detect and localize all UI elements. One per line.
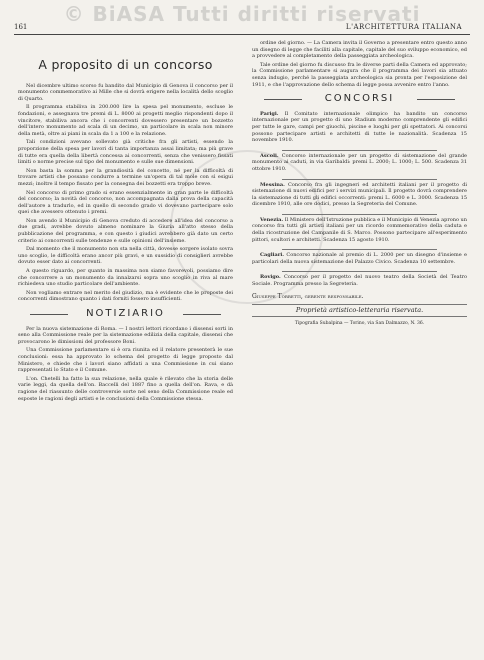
- entry-text: Concorso fra gli ingegneri ed architetti italiani per il progetto di sistemazione di nuovi edifici per i servizi municipali. Il progetto dovrà comprendere la sistemazione di tutti gli edifici occorrenti: premi L. 6000 e L. 3000. Scadenza 15 dicembre 1910, alle ore dodici, presso la Segreteria del Comune.: [252, 181, 467, 208]
- entry-text: Concorso internazionale per un progetto di sistemazione del grande monumento ai caduti, in via Garibaldi: premi L. 2000; L. 1000; L. 500. Scadenza 31 ottobre 1910.: [252, 152, 467, 172]
- running-header: [14, 22, 470, 35]
- paragraph: Non vogliamo entrare nel merito del giudizio, ma è evidente che le proposte dei concorrenti dimostrano quanto i dati forniti fossero insufficienti.: [18, 289, 233, 303]
- paragraph: Tali condizioni avevano sollevato già critiche fra gli artisti, essendo la proporzione della spesa per lavori di tanta importanza assai limitata; ma più grave di tutte era quella della libertà concessa ai concorrenti, senza che venissero fissati limiti o norme precise sul tipo del monumento e sulle sue dimensioni.: [18, 139, 233, 166]
- paragraph: Nel concorso di primo grado si erano essenzialmente in gran parte le difficoltà del concorso; la novità del concorso, non accompagnata dalla prova della capacità dell'autore a tradurlo, ed in quello di secondo grado vi dovevano partecipare solo quei che avessero ottenuto i premi.: [18, 189, 233, 216]
- divider: [282, 249, 437, 250]
- news-item: L'on. Chetelli ha fatto la sua relazione, nella quale è rilevato che la storia delle varie leggi, da quella dell'on. Baccelli del 1887 fino a quella dell'on. Rava, e dà ragione del riassunto delle controversie sorte nel seno della Commissione reale ed esposte le ragioni degli artisti e le conclusioni della Commissione stessa.: [18, 375, 233, 402]
- divider: [282, 271, 437, 272]
- paragraph: Dal momento che il monumento non sta nella città, dovesse sorgere isolato sovra uno scoglio, le difficoltà erano ancor più gravi, e un sussidio di consiglieri avrebbe dovuto esser dato ai concorrenti.: [18, 246, 233, 266]
- entry-text: Il Comitato internazionale olimpico ha bandito un concorso internazionale per un progetto di uno Stadium moderno comprendente gli edifici per tutte le gare, campi per giuochi, piscine e luoghi per gli spettatori. Ai concorsi possono partecipare artisti e architetti di tutte le nazionalità. Scadenza 15 novembre 1910.: [252, 110, 467, 144]
- contest-entry: [252, 252, 467, 265]
- contest-entry: [252, 153, 467, 173]
- paragraph: Il programma stabiliva in 200.000 lire la spesa pel monumento, escluse le fondazioni, e assegnava tre premi di L. 8000 ai progetti meglio rispondenti dopo il vincitore, stabiliva ancora che i concorrenti dovessero presentare un bozzetto dell'intero monumento ad scala di un decimo, un particolare in scala non minore della metà, oltre ai piani in scala da 1 a 100 e la relazione.: [18, 104, 233, 137]
- entry-city: Cagliari.: [260, 252, 285, 259]
- contest-entry: [252, 111, 467, 144]
- entry-text: Concorso per il progetto del nuovo teatro della Società del Teatro Sociale. Programma presso la Segreteria.: [252, 274, 467, 288]
- property-notice: Proprietà artistico-letteraria riservata.: [252, 304, 467, 317]
- entry-city: Ascoli.: [260, 152, 279, 159]
- section-title-concorsi: CONCORSI: [252, 96, 467, 103]
- printer-line: Tipografia Subalpina — Torino, via San Dalmazzo, N. 36.: [294, 320, 425, 326]
- right-column: [252, 40, 467, 327]
- article-title: A proposito di un concorso: [38, 57, 213, 72]
- news-item: Una Commissione parlamentare si è ora riunita ed il relatore presenterà le sue conclusioni: essa ha approvato lo schema del progetto di legge proposto dal Ministero, e chiede che i lavori siano affidati a una Commissione in cui siano rappresentati lo Stato e il Comune.: [18, 347, 233, 374]
- paragraph: A questo riguardo, per quanto in massima non siamo favorevoli, possiamo dire che concorrere a un monumento da innalzarsi sopra uno scoglio in riva al mare richiedeva uno studio particolare dell'ambiente.: [18, 268, 233, 288]
- paragraph: ordine del giorno. — La Camera invita il Governo a presentare entro questo anno un disegno di legge che faciliti alla capitale, capitale del suo sviluppo economico, ed a provvedere al completamento della passeggiata archeologica.: [252, 40, 467, 60]
- paragraph: Tale ordine del giorno fu discusso fra le diverse parti della Camera ed approvato; la Commissione parlamentare si augura che il programma dei lavori sia attuato senza indugio, perché la passeggiata archeologica sia pronta per l'esposizione del 1911, e che l'approvazione dello schema di legge possa avvenire entro l'anno.: [252, 61, 467, 88]
- entry-city: Messina.: [260, 181, 285, 188]
- signature: Giuseppe Torretti, gerente responsabile.: [252, 292, 364, 300]
- paragraph: Non basta la somma per la grandiosità del concetto, né per la difficoltà di trovare artisti che possano condurre a termine un'opera di tal mole con sì esigui mezzi; inoltre il tempo fissato per la consegna dei bozzetti era troppo breve.: [18, 167, 233, 187]
- entry-city: Venezia.: [260, 216, 284, 223]
- entry-text: Il Ministero dell'Istruzione pubblica e il Municipio di Venezia aprono un concorso fra tutti gli artisti italiani per un ricordo commemorativo della caduta e della ricostruzione del Campanile di S. Marco. Possono partecipare all'esperimento pittori, scultori e architetti. Scadenza 15 agosto 1910.: [252, 216, 467, 243]
- entry-text: Concorso nazionale al premio di L. 2000 per un disegno d'insieme e particolari della nuova sistemazione del Palazzo Civico. Scadenza 10 settembre.: [252, 252, 467, 265]
- contest-entry: [252, 217, 467, 243]
- section-title-notiziario: NOTIZIARIO: [18, 311, 233, 318]
- contest-entry: [252, 182, 467, 208]
- contest-entry: [252, 274, 467, 287]
- paragraph: Non avendo il Municipio di Genova creduto di accedere all'idea del concorso a due gradi, avrebbe dovuto almeno nominare la Giuria all'atto stesso della pubblicazione del programma, e con questo i giudici avrebbero già dato un certo criterio ai concorrenti sulle tendenze e sulle opinioni dell'insieme.: [18, 217, 233, 244]
- entry-city: Rovigo.: [260, 274, 281, 281]
- divider: [282, 214, 437, 215]
- left-column: [18, 40, 233, 404]
- divider: [282, 150, 437, 151]
- entry-city: Parigi.: [260, 110, 279, 117]
- journal-title: L'ARCHITETTURA ITALIANA: [345, 23, 462, 31]
- divider: [282, 179, 437, 180]
- paragraph: Nel dicembre ultimo scorso fu bandito dal Municipio di Genova il concorso per il monumento commemorativo ai Mille che si dovrà erigere nella località dello scoglio di Quarto.: [18, 82, 233, 102]
- page-number: 161: [14, 23, 28, 31]
- news-item: Per la nuova sistemazione di Roma. — I nostri lettori ricordano i dissensi sorti in seno alla Commissione reale per la sistemazione edilizia della capitale, dissensi che provocarono le dimissioni del professore Boni.: [18, 325, 233, 345]
- watermark: © BiASA Tutti diritti riservati: [63, 2, 421, 26]
